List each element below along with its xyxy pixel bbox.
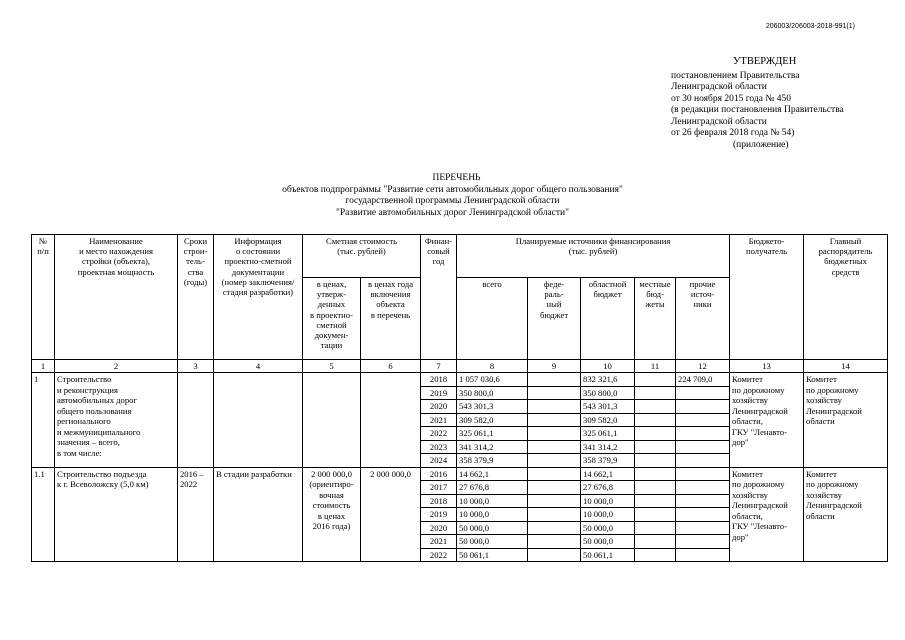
object-name-line: Строительство (57, 374, 112, 385)
total-value: 341 314,2 (457, 440, 528, 454)
documentation-info-line: В стадии разработки (216, 468, 292, 479)
fin-year: 2024 (421, 454, 457, 468)
chief-manager-line: хозяйству (806, 395, 842, 406)
cost-year: 2 000 000,0 (361, 467, 421, 562)
chief-manager-line: хозяйству (806, 489, 842, 500)
approval-line: постановлением Правительства (671, 70, 800, 81)
documentation-info (214, 373, 303, 468)
budget-recipient-line: Комитет (732, 374, 763, 385)
header-regional (581, 278, 635, 360)
header-total (457, 278, 528, 360)
header-line: в ценах года (367, 279, 414, 289)
header-line: бюджет (539, 309, 569, 320)
header-line: включения (370, 289, 411, 300)
construction-terms (178, 467, 214, 562)
header-line: документации (231, 266, 285, 277)
total-value: 325 061,1 (457, 427, 528, 441)
column-number: 12 (676, 360, 730, 373)
header-cost-approved (303, 278, 361, 360)
header-line: бюд- (646, 289, 664, 300)
header-line: ники (693, 299, 712, 310)
total-value: 27 676,8 (457, 481, 528, 495)
fin-year: 2019 (421, 508, 457, 522)
column-number: 10 (581, 360, 635, 373)
header-line: Планируемые источники финансирования (515, 236, 671, 246)
header-line: раль- (544, 289, 564, 300)
row-no: 1 (32, 373, 55, 468)
header-line: тации (320, 340, 343, 351)
column-number: 3 (178, 360, 214, 373)
header-line: Сметная стоимость (325, 236, 398, 246)
cost-approved-line: стоимость (312, 500, 351, 511)
column-number: 9 (528, 360, 581, 373)
header-line: докумен- (314, 330, 349, 341)
table-row (32, 373, 888, 387)
budget-recipient-line: ГКУ "Ленавто- (732, 521, 787, 532)
approval-line: от 26 февраля 2018 года № 54) (671, 128, 795, 138)
column-number: 4 (214, 360, 303, 373)
regional-value: 10 000,0 (581, 508, 635, 522)
budget-recipient-line: дор" (732, 437, 749, 448)
column-numbers-row (32, 360, 888, 373)
header-line: Главный (829, 236, 862, 246)
header-terms (178, 235, 214, 360)
federal-value (528, 386, 581, 400)
other-value (676, 440, 730, 454)
header-line: ства (187, 266, 204, 277)
local-value (635, 386, 676, 400)
fin-year: 2021 (421, 535, 457, 549)
header-line: в проектно- (310, 309, 353, 320)
federal-value (528, 427, 581, 441)
header-line: Сроки (183, 236, 208, 246)
budget-recipient-line: ГКУ "Ленавто- (732, 426, 787, 437)
local-value (635, 481, 676, 495)
title-line: объектов подпрограммы "Развитие сети автомобильных дорог общего пользования" (282, 184, 623, 195)
header-line: источ- (690, 289, 715, 300)
budget-recipient-line: области, (732, 510, 763, 521)
header-line: жеты (645, 299, 665, 310)
header-line: бюджетных (824, 256, 867, 267)
header-line: Бюджето- (748, 236, 785, 246)
title-line: государственной программы Ленинградской области (345, 196, 560, 206)
header-line: тель- (186, 256, 205, 267)
total-value: 1 057 030,6 (457, 373, 528, 387)
budget-recipient-line: по дорожному (732, 384, 785, 395)
total-value: 309 582,0 (457, 413, 528, 427)
fin-year: 2019 (421, 386, 457, 400)
federal-value (528, 548, 581, 562)
header-line: совый (427, 246, 450, 257)
header-cost (303, 235, 421, 278)
header-line: п/п (37, 246, 49, 257)
header-line: проектная мощность (77, 266, 155, 277)
budget-recipient (730, 467, 804, 562)
header-line: получатель (746, 246, 788, 257)
header-line: местные (639, 279, 671, 289)
approval-line: от 30 ноября 2015 года № 450 (671, 93, 792, 104)
fin-year: 2020 (421, 400, 457, 414)
total-value: 543 301,3 (457, 400, 528, 414)
column-number: 2 (55, 360, 178, 373)
regional-value: 543 301,3 (581, 400, 635, 414)
title-line: "Развитие автомобильных дорог Ленинградской области" (335, 207, 570, 218)
object-name-line: в том числе: (57, 447, 102, 458)
header-line: в ценах, (316, 279, 347, 289)
object-name-line: регионального (57, 416, 111, 427)
header-line: (номер заключения/ (221, 276, 295, 287)
header-line: (тыс. рублей) (337, 246, 386, 257)
header-fin-year (421, 235, 457, 360)
local-value (635, 467, 676, 481)
header-line: областной (588, 279, 627, 289)
column-number: 6 (361, 360, 421, 373)
cost-approved-line: вочная (319, 489, 344, 500)
other-value (676, 467, 730, 481)
fin-year: 2016 (421, 467, 457, 481)
header-federal (528, 278, 581, 360)
header-line: строи- (183, 246, 208, 257)
other-value: 224 709,0 (676, 373, 730, 387)
header-line: ный (546, 299, 562, 310)
header-info (214, 235, 303, 360)
local-value (635, 521, 676, 535)
federal-value (528, 535, 581, 549)
budget-recipient-line: хозяйству (732, 489, 768, 500)
header-line: Наименование (89, 236, 143, 246)
regional-value: 358 379,9 (581, 454, 635, 468)
header-line: Финан- (424, 236, 453, 246)
budget-recipient-line: Ленинградской (732, 405, 788, 416)
federal-value (528, 481, 581, 495)
header-local (635, 278, 676, 360)
header-line: объекта (376, 299, 405, 310)
federal-value (528, 467, 581, 481)
cost-approved-line: в ценах (317, 510, 346, 521)
header-line: (годы) (183, 276, 208, 287)
local-value (635, 427, 676, 441)
object-name-line: общего пользования (57, 405, 132, 416)
local-value (635, 373, 676, 387)
regional-value: 309 582,0 (581, 413, 635, 427)
header-name (55, 235, 178, 360)
fin-year: 2022 (421, 427, 457, 441)
header-line: стадия разработки) (222, 287, 294, 298)
header-line: проектно-сметной (224, 256, 292, 267)
chief-manager-line: области (806, 510, 835, 521)
objects-table (31, 234, 888, 562)
regional-value: 325 061,1 (581, 427, 635, 441)
other-value (676, 413, 730, 427)
other-value (676, 548, 730, 562)
header-line: (тыс. рублей) (568, 246, 618, 257)
cost-approved-line: 2 000 000,0 (311, 468, 352, 479)
header-line: № (38, 236, 48, 246)
other-value (676, 481, 730, 495)
header-line: распорядитель (818, 246, 873, 257)
chief-manager (804, 373, 888, 468)
chief-manager-line: Ленинградской (806, 405, 862, 416)
header-line: в перечень (370, 309, 411, 320)
document-title (0, 173, 905, 219)
header-line: феде- (543, 279, 565, 289)
chief-manager-line: области (806, 416, 835, 427)
total-value: 10 000,0 (457, 508, 528, 522)
column-number: 13 (730, 360, 804, 373)
construction-terms (178, 373, 214, 468)
column-number: 8 (457, 360, 528, 373)
other-value (676, 386, 730, 400)
other-value (676, 400, 730, 414)
federal-value (528, 521, 581, 535)
regional-value: 350 800,0 (581, 386, 635, 400)
title-heading: ПЕРЕЧЕНЬ (432, 173, 481, 183)
total-value: 50 000,0 (457, 535, 528, 549)
header-line: сметной (316, 319, 347, 330)
header-recipient (730, 235, 804, 360)
header-line: Информация (234, 236, 282, 246)
table-row (32, 467, 888, 481)
regional-value: 14 662,1 (581, 467, 635, 481)
budget-recipient (730, 373, 804, 468)
cost-approved-line: (ориентиро- (309, 479, 354, 490)
other-value (676, 454, 730, 468)
total-value: 10 000,0 (457, 494, 528, 508)
chief-manager (804, 467, 888, 562)
chief-manager-line: Ленинградской (806, 500, 862, 511)
regional-value: 341 314,2 (581, 440, 635, 454)
header-manager (804, 235, 888, 360)
local-value (635, 494, 676, 508)
cost-year (361, 373, 421, 468)
chief-manager-line: Комитет (806, 374, 837, 385)
budget-recipient-line: по дорожному (732, 479, 785, 490)
local-value (635, 508, 676, 522)
other-value (676, 521, 730, 535)
budget-recipient-line: Комитет (732, 468, 763, 479)
federal-value (528, 494, 581, 508)
local-value (635, 440, 676, 454)
object-name-line: значения – всего, (57, 437, 120, 448)
header-line: средств (831, 266, 860, 277)
header-line: год (432, 256, 445, 267)
row-no: 1.1 (32, 467, 55, 562)
local-value (635, 454, 676, 468)
documentation-info (214, 467, 303, 562)
regional-value: 27 676,8 (581, 481, 635, 495)
fin-year: 2018 (421, 373, 457, 387)
object-name (55, 373, 178, 468)
header-line: всего (482, 279, 502, 289)
approval-line: (в редакции постановления Правительства (671, 105, 844, 115)
object-name-line: автомобильных дорог (57, 395, 137, 406)
chief-manager-line: Комитет (806, 468, 837, 479)
header-line: и место нахождения (79, 246, 153, 257)
other-value (676, 427, 730, 441)
document-id: 206003/206003-2018-991(1) (765, 23, 855, 30)
federal-value (528, 413, 581, 427)
column-number: 5 (303, 360, 361, 373)
federal-value (528, 454, 581, 468)
budget-recipient-line: хозяйству (732, 395, 768, 406)
total-value: 50 061,1 (457, 548, 528, 562)
header-line: денных (317, 299, 346, 310)
chief-manager-line: по дорожному (806, 479, 859, 490)
header-line: стройки (объекта), (81, 256, 151, 267)
fin-year: 2022 (421, 548, 457, 562)
regional-value: 832 321,6 (581, 373, 635, 387)
object-name-line: к г. Всеволожску (5,0 км) (57, 479, 149, 490)
header-line: утверж- (317, 289, 346, 300)
federal-value (528, 440, 581, 454)
local-value (635, 413, 676, 427)
chief-manager-line: по дорожному (806, 384, 859, 395)
header-line: бюджет (593, 289, 622, 300)
column-number: 11 (635, 360, 676, 373)
regional-value: 10 000,0 (581, 494, 635, 508)
budget-recipient-line: дор" (732, 531, 749, 542)
regional-value: 50 000,0 (581, 535, 635, 549)
other-value (676, 494, 730, 508)
header-cost-year (361, 278, 421, 360)
header-other (676, 278, 730, 360)
total-value: 14 662,1 (457, 467, 528, 481)
construction-terms-line: 2016 – (180, 468, 204, 479)
cost-approved-line: 2016 года) (312, 521, 351, 532)
regional-value: 50 000,0 (581, 521, 635, 535)
header-sources (457, 235, 730, 278)
cost-approved (303, 467, 361, 562)
object-name-line: и межмуниципального (57, 426, 141, 437)
fin-year: 2020 (421, 521, 457, 535)
federal-value (528, 400, 581, 414)
approval-appendix: (приложение) (733, 139, 789, 150)
federal-value (528, 508, 581, 522)
header-no (32, 235, 55, 360)
fin-year: 2023 (421, 440, 457, 454)
regional-value: 50 061,1 (581, 548, 635, 562)
cost-approved (303, 373, 361, 468)
federal-value (528, 373, 581, 387)
fin-year: 2018 (421, 494, 457, 508)
total-value: 50 000,0 (457, 521, 528, 535)
object-name-line: и реконструкция (57, 384, 118, 395)
column-number: 14 (804, 360, 888, 373)
budget-recipient-line: области, (732, 416, 763, 427)
object-name-line: Строительство подъезда (57, 468, 147, 479)
object-name (55, 467, 178, 562)
column-number: 7 (421, 360, 457, 373)
total-value: 358 379,9 (457, 454, 528, 468)
approval-line: Ленинградской области (671, 82, 767, 92)
total-value: 350 800,0 (457, 386, 528, 400)
local-value (635, 400, 676, 414)
fin-year: 2017 (421, 481, 457, 495)
column-number: 1 (32, 360, 55, 373)
fin-year: 2021 (421, 413, 457, 427)
approval-block (671, 56, 844, 151)
local-value (635, 535, 676, 549)
local-value (635, 548, 676, 562)
construction-terms-line: 2022 (180, 479, 198, 490)
budget-recipient-line: Ленинградской (732, 500, 788, 511)
header-line: прочие (689, 279, 716, 289)
header-line: о состоянии (235, 246, 281, 257)
approval-heading: УТВЕРЖДЕН (733, 56, 797, 67)
other-value (676, 508, 730, 522)
approval-line: Ленинградской области (671, 116, 767, 127)
other-value (676, 535, 730, 549)
